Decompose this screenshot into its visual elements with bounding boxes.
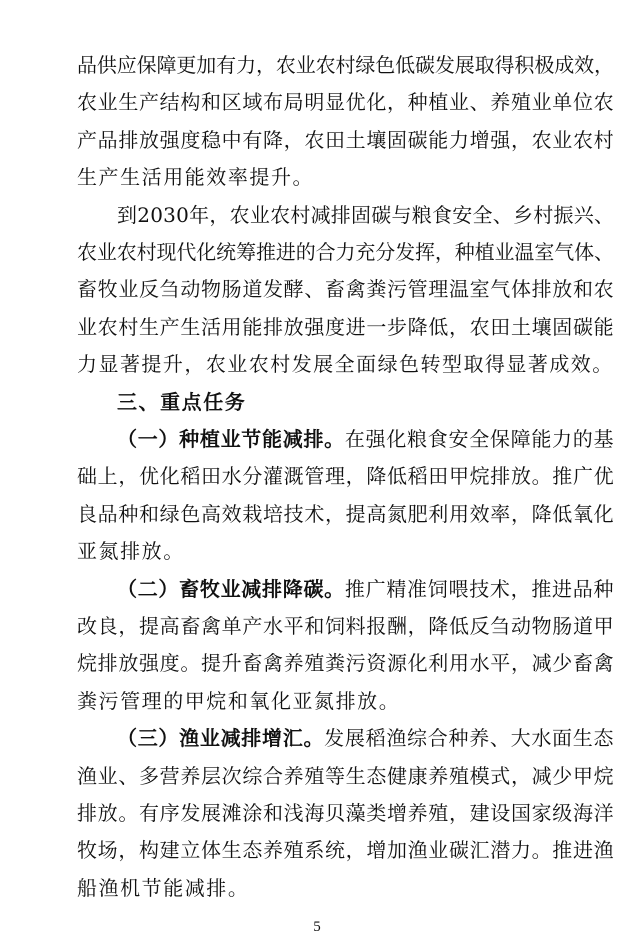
text-line: 亚氮排放。 (77, 539, 185, 564)
text-line: 改良，提高畜禽单产水平和饲料报酬，降低反刍动物肠道甲 (77, 614, 615, 638)
text-line: 产品排放强度稳中有降，农田土壤固碳能力增强，农业农村 (77, 127, 615, 152)
task-first-line (117, 427, 614, 451)
task-first-line (117, 577, 614, 601)
task-title: （三）渔业减排增汇。 (117, 726, 325, 751)
text-line: 船渔机节能减排。 (77, 875, 250, 900)
text-line: 良品种和绿色高效栽培技术，提高氮肥利用效率，降低氧化 (77, 501, 615, 526)
text-line: 农业生产结构和区域布局明显优化，种植业、养殖业单位农 (77, 90, 615, 115)
text-line: 农业农村现代化统筹推进的合力充分发挥，种植业温室气体、 (77, 240, 614, 264)
task-title: （一）种植业节能减排。 (117, 427, 345, 451)
text-line: 渔业、多营养层次综合养殖等生态健康养殖模式，减少甲烷 (77, 763, 615, 788)
page-number: 5 (313, 919, 321, 936)
task-title: （二）畜牧业减排降碳。 (117, 576, 345, 601)
text-line: 畜牧业反刍动物肠道发酵、畜禽粪污管理温室气体排放和农 (77, 277, 615, 302)
text-line: 排放。有序发展滩涂和浅海贝藻类增养殖，建设国家级海洋 (77, 801, 615, 825)
task-text: 在强化粮食安全保障能力的基 (344, 427, 615, 451)
task-text: 推广精准饲喂技术，推进品种 (344, 576, 615, 601)
text-line: 础上，优化稻田水分灌溉管理，降低稻田甲烷排放。推广优 (77, 464, 615, 489)
text-line: 业农村生产生活用能排放强度进一步降低，农田土壤固碳能 (77, 314, 615, 339)
text-line: 生产生活用能效率提升。 (77, 165, 315, 190)
text-line: 牧场，构建立体生态养殖系统，增加渔业碳汇潜力。推进渔 (77, 838, 615, 863)
text-line: 烷排放强度。提升畜禽养殖粪污资源化利用水平，减少畜禽 (77, 651, 615, 676)
section-heading: 三、重点任务 (117, 389, 247, 414)
text-line: 到2030年，农业农村减排固碳与粮食安全、乡村振兴、 (117, 202, 615, 227)
text-line: 粪污管理的甲烷和氧化亚氮排放。 (77, 688, 401, 713)
task-text: 发展稻渔综合种养、大水面生态 (324, 726, 615, 751)
task-first-line (117, 726, 614, 750)
text-line: 品供应保障更加有力，农业农村绿色低碳发展取得积极成效， (77, 53, 614, 77)
text-line: 力显著提升，农业农村发展全面绿色转型取得显著成效。 (77, 352, 614, 377)
